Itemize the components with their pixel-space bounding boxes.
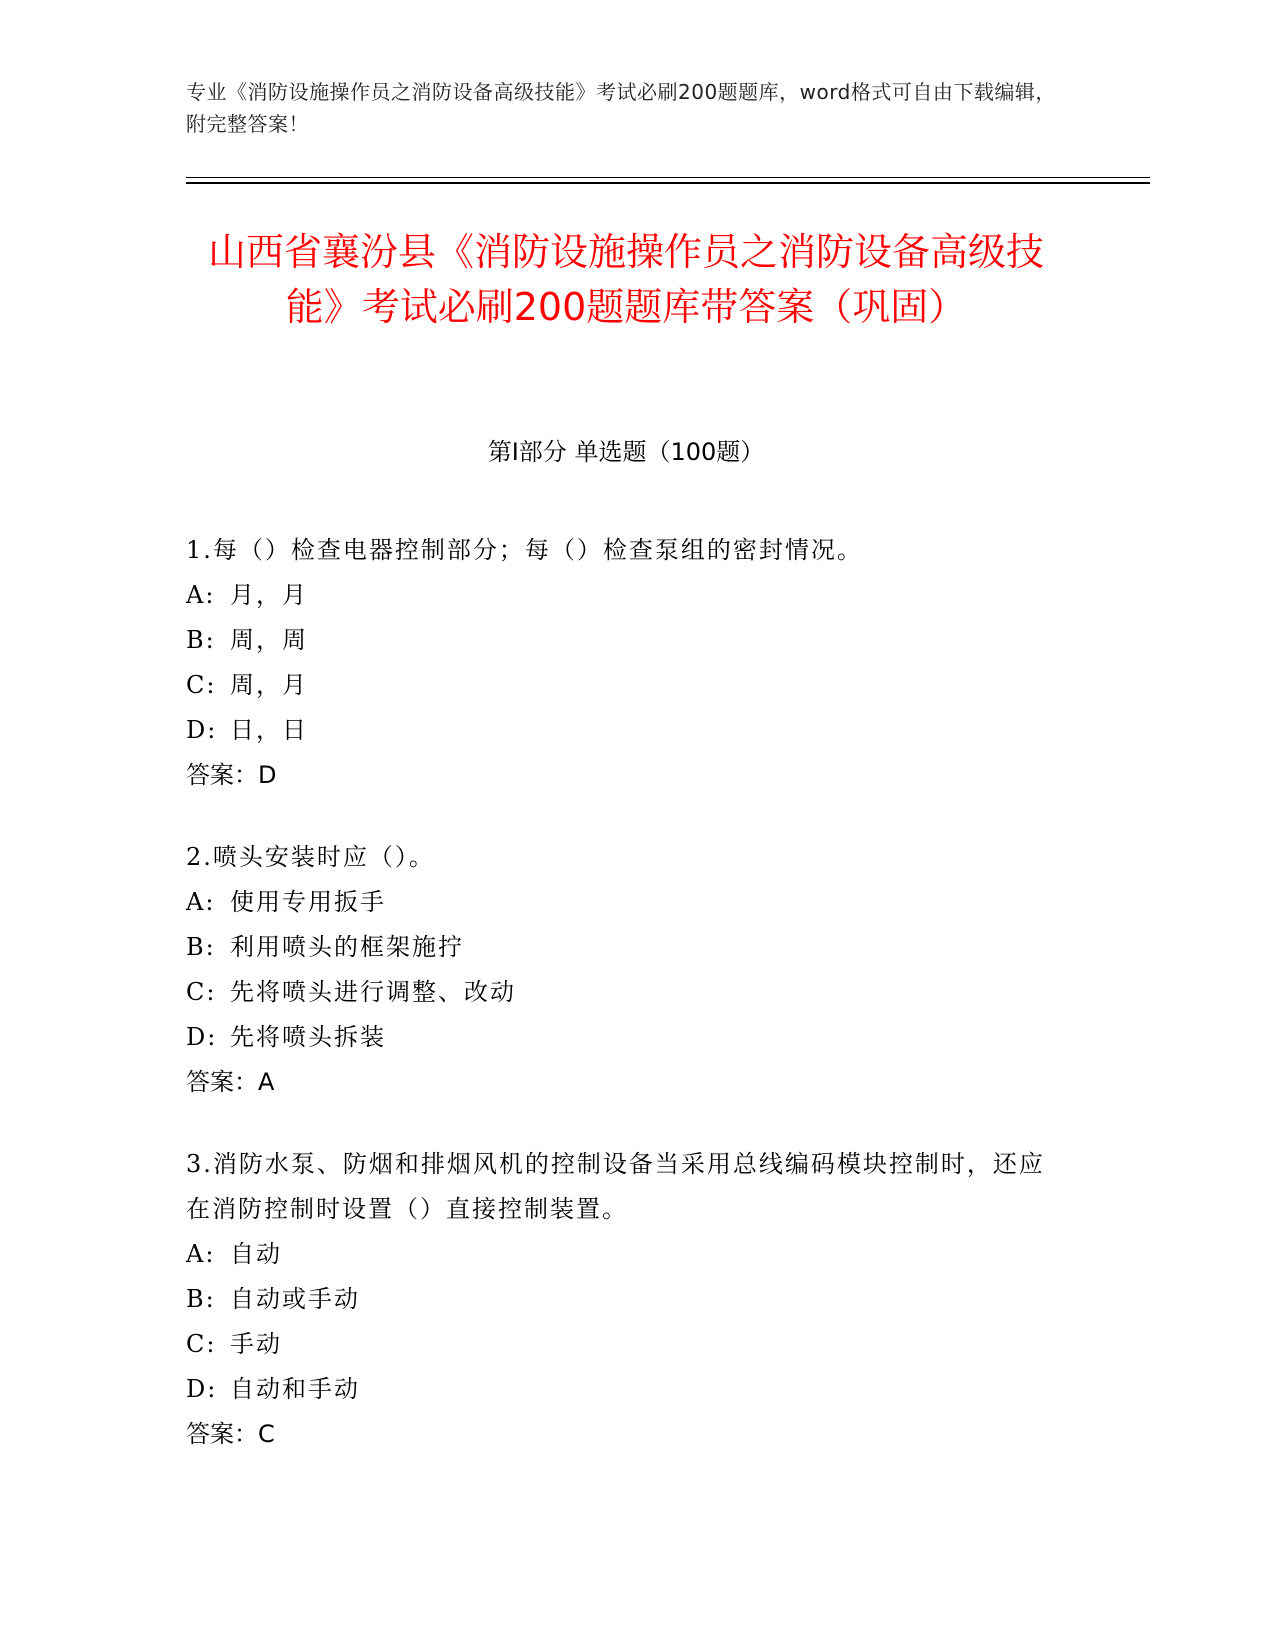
option-key: A: <box>186 581 216 609</box>
option-text: 使用专用扳手 <box>230 888 386 916</box>
option-c <box>186 663 1066 708</box>
option-key: C: <box>186 671 217 699</box>
option-key: B: <box>186 1285 216 1313</box>
option-key: B: <box>186 933 216 961</box>
question-stem: 2.喷头安装时应（）。 <box>186 843 435 871</box>
answer-label: 答案： <box>186 1068 258 1096</box>
option-text: 周，月 <box>230 671 308 699</box>
question-1 <box>186 528 1066 798</box>
section-heading: 第Ⅰ部分 单选题（100题） <box>487 438 765 466</box>
option-a <box>186 573 1066 618</box>
option-text: 月，月 <box>230 581 308 609</box>
answer-value: A <box>258 1068 275 1096</box>
answer-value: C <box>258 1420 275 1448</box>
option-text: 自动和手动 <box>230 1375 360 1403</box>
option-text: 日，日 <box>230 716 308 744</box>
option-key: D: <box>186 1375 218 1403</box>
option-d <box>186 708 1066 753</box>
option-c <box>186 970 1066 1015</box>
answer-line <box>186 1060 1066 1105</box>
header-divider-thin <box>186 177 1150 178</box>
option-text: 自动 <box>230 1240 282 1268</box>
option-text: 手动 <box>230 1330 282 1358</box>
option-key: C: <box>186 978 217 1006</box>
option-key: A: <box>186 888 216 916</box>
answer-line <box>186 1412 1066 1457</box>
option-d <box>186 1015 1066 1060</box>
option-text: 先将喷头进行调整、改动 <box>230 978 516 1006</box>
option-b <box>186 618 1066 663</box>
option-text: 先将喷头拆装 <box>230 1023 386 1051</box>
option-key: D: <box>186 716 218 744</box>
option-text: 周，周 <box>230 626 308 654</box>
option-key: D: <box>186 1023 218 1051</box>
question-3 <box>186 1142 1066 1457</box>
option-b <box>186 1277 1066 1322</box>
answer-value: D <box>258 761 277 789</box>
option-text: 利用喷头的框架施拧 <box>230 933 464 961</box>
document-title: 山西省襄汾县《消防设施操作员之消防设备高级技能》考试必刷200题题库带答案（巩固） <box>207 230 1044 329</box>
option-key: C: <box>186 1330 217 1358</box>
question-stem: 1.每（）检查电器控制部分；每（）检查泵组的密封情况。 <box>186 536 863 564</box>
option-key: A: <box>186 1240 216 1268</box>
option-b <box>186 925 1066 970</box>
question-stem: 3.消防水泵、防烟和排烟风机的控制设备当采用总线编码模块控制时，还应在消防控制时设置（）直接控制装置。 <box>186 1150 1045 1223</box>
header-note: 专业《消防设施操作员之消防设备高级技能》考试必刷200题题库，word格式可自由下载编辑，附完整答案！ <box>186 80 1056 136</box>
option-text: 自动或手动 <box>230 1285 360 1313</box>
answer-label: 答案： <box>186 761 258 789</box>
answer-line <box>186 753 1066 798</box>
option-c <box>186 1322 1066 1367</box>
option-a <box>186 880 1066 925</box>
question-list <box>186 528 1066 1494</box>
question-2 <box>186 835 1066 1105</box>
option-key: B: <box>186 626 216 654</box>
header-divider-thick <box>186 182 1150 184</box>
option-d <box>186 1367 1066 1412</box>
answer-label: 答案： <box>186 1420 258 1448</box>
option-a <box>186 1232 1066 1277</box>
